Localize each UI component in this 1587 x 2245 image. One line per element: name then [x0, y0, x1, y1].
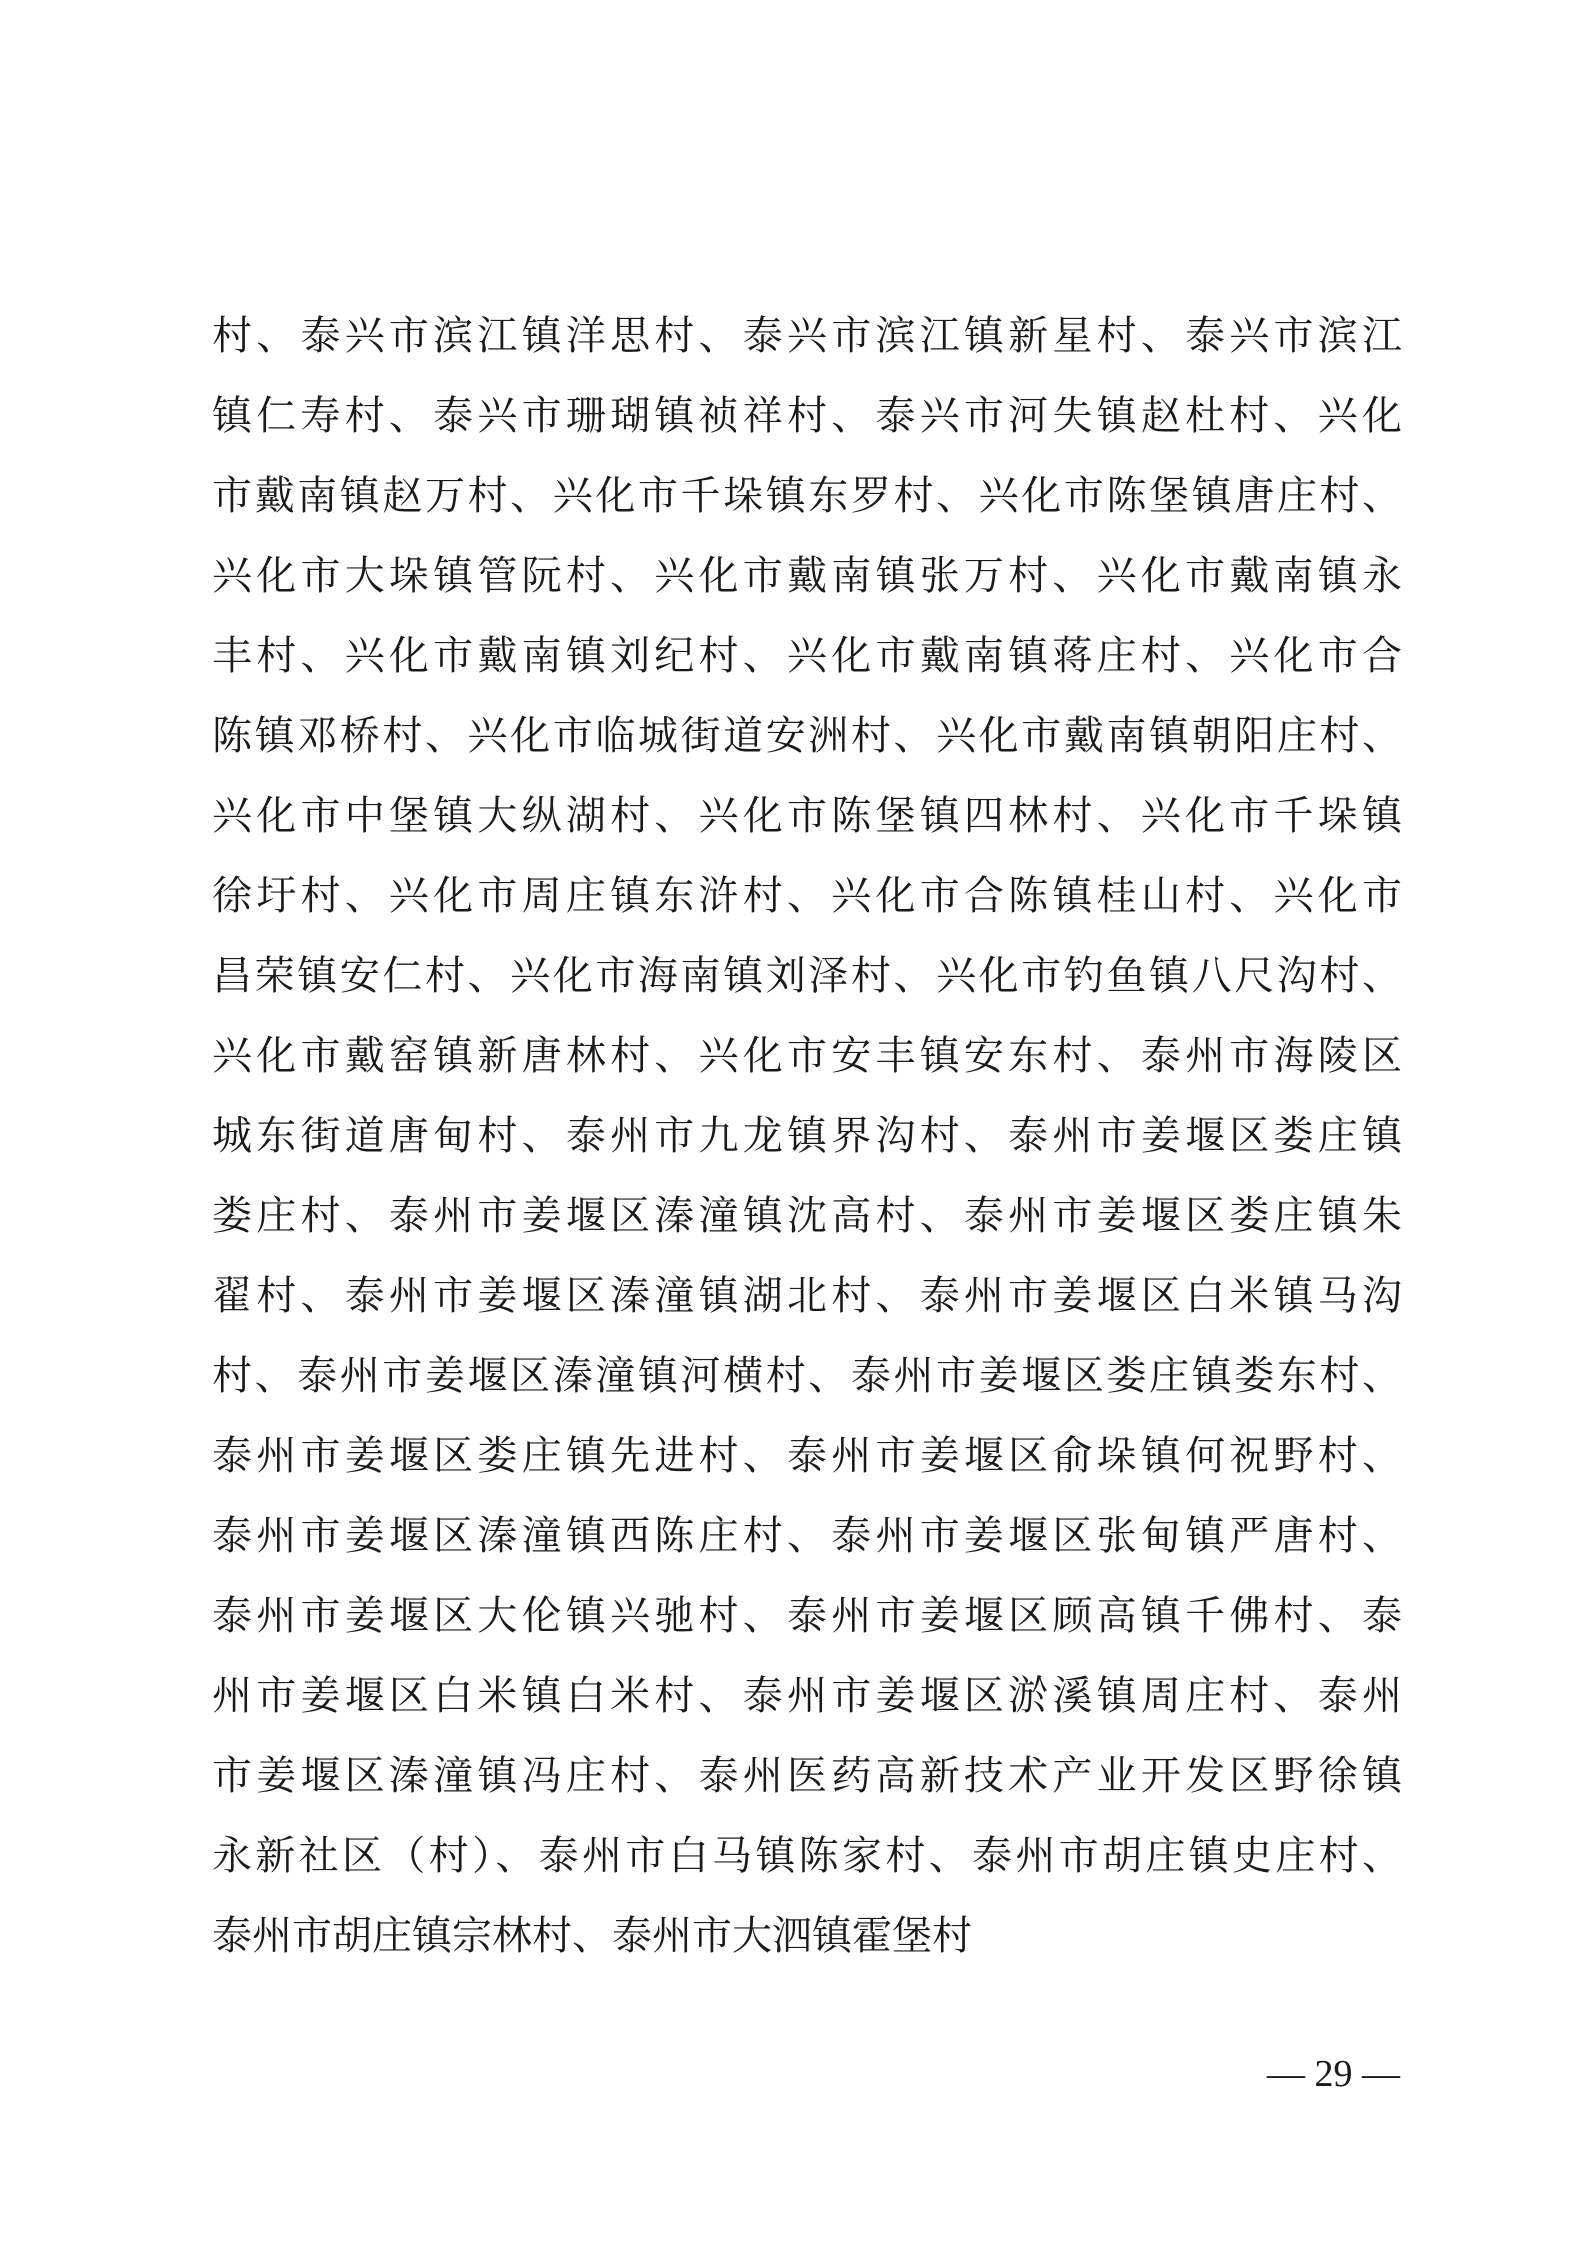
text-line: 村、泰兴市滨江镇洋思村、泰兴市滨江镇新星村、泰兴市滨江 — [212, 313, 1402, 359]
text-line: 泰州市胡庄镇宗林村、泰州市大泗镇霍堡村 — [212, 1913, 972, 1959]
text-line: 泰州市姜堰区娄庄镇先进村、泰州市姜堰区俞垛镇何祝野村、 — [212, 1433, 1402, 1479]
text-line: 娄庄村、泰州市姜堰区溱潼镇沈高村、泰州市姜堰区娄庄镇朱 — [212, 1193, 1402, 1239]
text-line: 徐圩村、兴化市周庄镇东浒村、兴化市合陈镇桂山村、兴化市 — [212, 873, 1402, 919]
text-line: 市戴南镇赵万村、兴化市千垛镇东罗村、兴化市陈堡镇唐庄村、 — [212, 473, 1402, 519]
text-line: 村、泰州市姜堰区溱潼镇河横村、泰州市姜堰区娄庄镇娄东村、 — [212, 1353, 1402, 1399]
text-line: 兴化市大垛镇管阮村、兴化市戴南镇张万村、兴化市戴南镇永 — [212, 553, 1402, 599]
text-line: 翟村、泰州市姜堰区溱潼镇湖北村、泰州市姜堰区白米镇马沟 — [212, 1273, 1402, 1319]
page-number: — 29 — — [1267, 2053, 1400, 2095]
text-line: 昌荣镇安仁村、兴化市海南镇刘泽村、兴化市钓鱼镇八尺沟村、 — [212, 953, 1402, 999]
text-line: 城东街道唐甸村、泰州市九龙镇界沟村、泰州市姜堰区娄庄镇 — [212, 1113, 1402, 1159]
text-line: 市姜堰区溱潼镇冯庄村、泰州医药高新技术产业开发区野徐镇 — [212, 1753, 1402, 1799]
text-line: 泰州市姜堰区溱潼镇西陈庄村、泰州市姜堰区张甸镇严唐村、 — [212, 1513, 1402, 1559]
body-paragraph — [212, 296, 1402, 1976]
text-line: 丰村、兴化市戴南镇刘纪村、兴化市戴南镇蒋庄村、兴化市合 — [212, 633, 1402, 679]
text-line: 永新社区（村）、泰州市白马镇陈家村、泰州市胡庄镇史庄村、 — [212, 1833, 1402, 1879]
text-line: 州市姜堰区白米镇白米村、泰州市姜堰区淤溪镇周庄村、泰州 — [212, 1673, 1402, 1719]
text-line: 兴化市中堡镇大纵湖村、兴化市陈堡镇四林村、兴化市千垛镇 — [212, 793, 1402, 839]
text-line: 镇仁寿村、泰兴市珊瑚镇祯祥村、泰兴市河失镇赵杜村、兴化 — [212, 393, 1402, 439]
text-line: 陈镇邓桥村、兴化市临城街道安洲村、兴化市戴南镇朝阳庄村、 — [212, 713, 1402, 759]
text-line: 兴化市戴窑镇新唐林村、兴化市安丰镇安东村、泰州市海陵区 — [212, 1033, 1402, 1079]
text-line: 泰州市姜堰区大伦镇兴驰村、泰州市姜堰区顾高镇千佛村、泰 — [212, 1593, 1402, 1639]
